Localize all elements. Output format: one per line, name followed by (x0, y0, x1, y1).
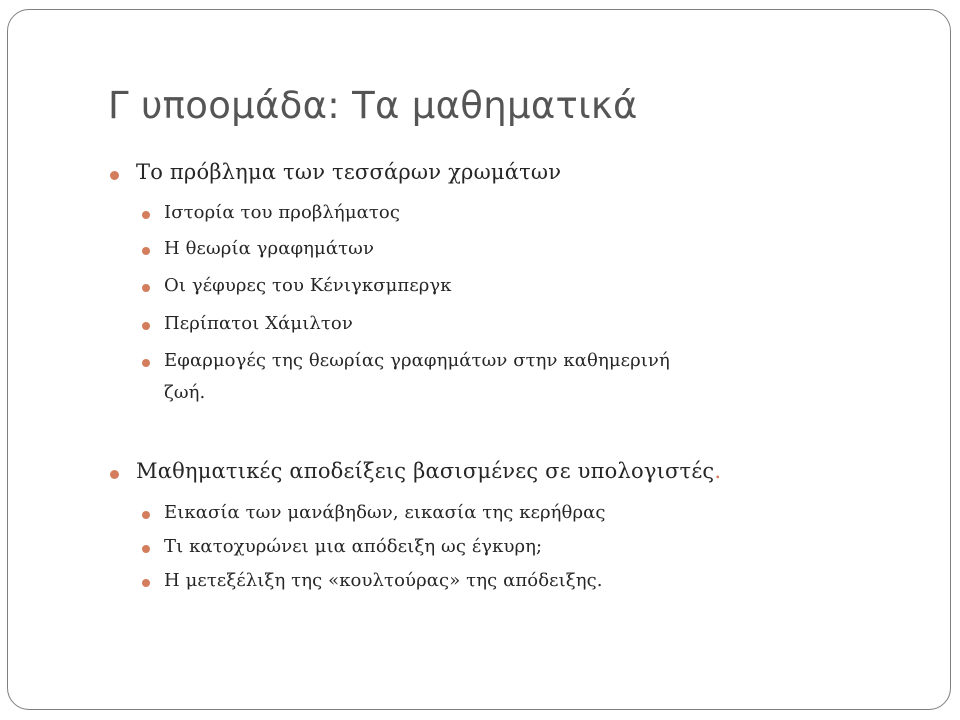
list-item-text: Εφαρμογές της θεωρίας γραφημάτων στην καθημερινή (164, 350, 670, 371)
section-heading-period: . (714, 459, 722, 483)
circle-bullet-icon (142, 247, 150, 255)
list-item (164, 502, 606, 523)
list-item-text: ζωή. (164, 382, 206, 403)
section-heading-four-colors (136, 160, 561, 184)
circle-bullet-icon (142, 322, 150, 330)
list-item-text: Οι γέφυρες του Κένιγκσμπεργκ (164, 275, 452, 296)
section-heading-text: Μαθηματικές αποδείξεις βασισμένες σε υπολογιστές (136, 459, 715, 483)
circle-bullet-icon (110, 470, 119, 479)
list-item-text: Περίπατοι Χάμιλτον (164, 313, 353, 334)
list-item-text: Η μετεξέλιξη της «κουλτούρας» της απόδειξης. (164, 570, 603, 591)
circle-bullet-icon (142, 284, 150, 292)
list-item-text: Τι κατοχυρώνει μια απόδειξη ως έγκυρη; (164, 536, 543, 557)
list-item (164, 313, 353, 334)
section-heading-computer-proofs (136, 459, 721, 483)
circle-bullet-icon (110, 171, 119, 180)
list-item (164, 202, 400, 223)
list-item-text: Εικασία των μανάβηδων, εικασία της κερήθρας (164, 502, 606, 523)
section-heading-text: Το πρόβλημα των τεσσάρων χρωμάτων (136, 160, 562, 184)
list-item (164, 536, 542, 557)
list-item-continuation (164, 382, 205, 403)
circle-bullet-icon (142, 579, 150, 587)
slide-title: Γ υποομάδα: Τα μαθηματικά (108, 84, 638, 127)
circle-bullet-icon (142, 211, 150, 219)
circle-bullet-icon (142, 511, 150, 519)
list-item-text: Η θεωρία γραφημάτων (164, 238, 374, 259)
list-item-text: Ιστορία του προβλήματος (164, 202, 401, 223)
list-item (164, 570, 603, 591)
list-item (164, 238, 374, 259)
list-item (164, 275, 452, 296)
circle-bullet-icon (142, 359, 150, 367)
list-item (164, 350, 670, 371)
circle-bullet-icon (142, 545, 150, 553)
